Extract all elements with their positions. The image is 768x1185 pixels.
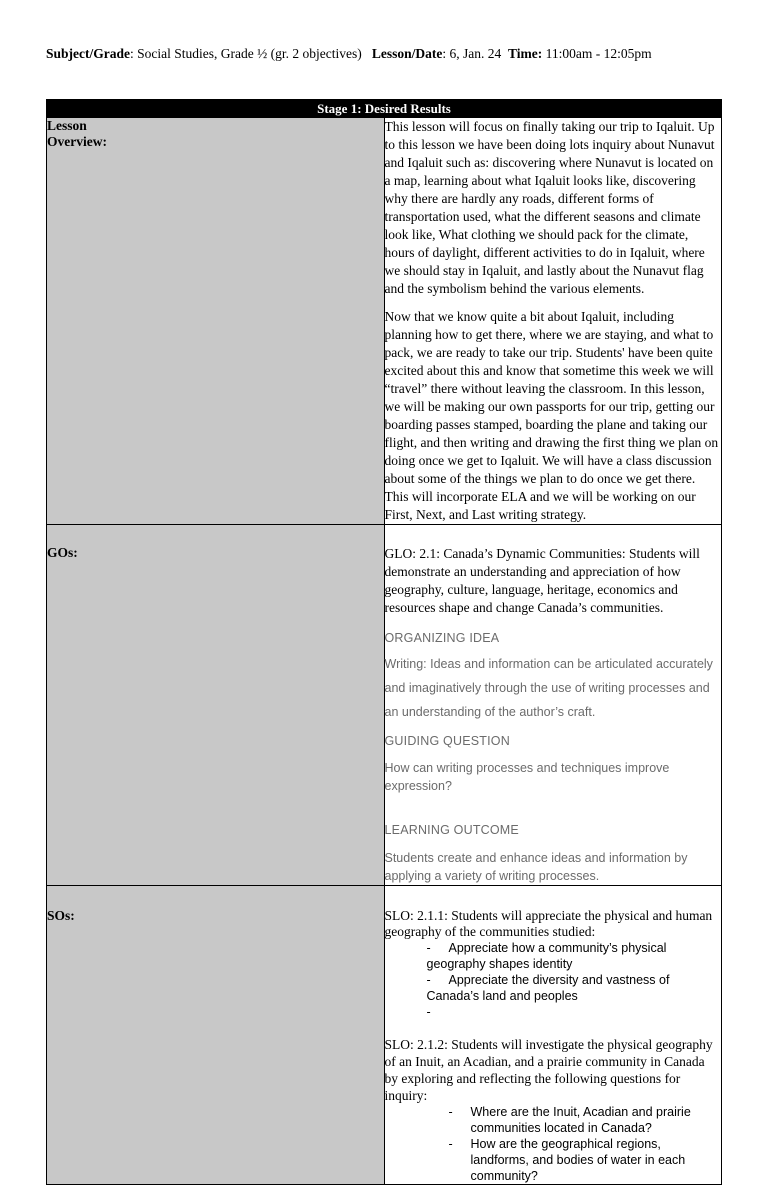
list-item: - [426,1005,431,1019]
learning-outcome-text: Students create and enhance ideas and information by applying a variety of writing processes. [384,851,688,883]
guiding-question-heading: GUIDING QUESTION [384,734,510,748]
lesson-header [46,46,756,62]
organizing-idea-heading: ORGANIZING IDEA [384,631,500,645]
time-label: Time: [507,46,543,61]
sos-content [384,886,722,1185]
overview-paragraph-1: This lesson will focus on finally taking our trip to Iqaluit. Up to this lesson we have been doing lots inquiry about Nunavut and Iqaluit such as: discovering where Nunavut is located on a map, learning about what Iqaluit looks like, discovering why there are hardly any roads, different forms of transportation used, what the different seasons and climate look like, What clothing we should pack for the climate, hours of daylight, different activities to do in Iqaluit, where we should stay in Iqaluit, and lastly about the Nunavut flag and the symbolism behind the various elements. [384,119,715,296]
list-item: - Appreciate the diversity and vastness of Canada’s land and peoples [426,973,670,1003]
gos-row [47,525,722,886]
gos-content [384,525,722,886]
slo-2-list [385,1104,722,1184]
slo-1-list [385,940,722,1020]
stage-title: Stage 1: Desired Results [47,100,722,118]
glo-text: GLO: 2.1: Canada’s Dynamic Communities: Students will demonstrate an understanding and appreciation of how geography, culture, language, heritage, economics and resources shape and change Canada’s communities. [384,546,700,615]
list-item: - How are the geographical regions, landforms, and bodies of water in each community? [448,1137,686,1183]
time-value: 11:00am - 12:05pm [542,46,652,61]
lesson-value: : 6, Jan. 24 [442,46,502,61]
subject-label: Subject/Grade [46,46,130,61]
overview-paragraph-2: Now that we know quite a bit about Iqaluit, including planning how to get there, where we are staying, and what to pack, we are ready to take our trip. Students' have been quite excited about this and know that sometime this week we will “travel” there without leaving the classroom. In this lesson, we will be making our own passports for our trip, getting our boarding passes stamped, boarding the plane and taking our flight, and then writing and drawing the first thing we plan on doing once we get to Iqaluit. We will have a class discussion about some of the things we plan to do once we get there. This will incorporate ELA and we will be working on our First, Next, and Last writing strategy. [384,309,719,522]
list-item: - Appreciate how a community’s physical geography shapes identity [426,941,667,971]
list-item: - Where are the Inuit, Acadian and prairie communities located in Canada? [448,1105,691,1135]
sos-label: SOs: [47,886,385,1185]
lesson-plan-table [46,99,722,1185]
overview-content [384,118,722,525]
overview-row [47,118,722,525]
guiding-question-text: How can writing processes and techniques improve expression? [384,761,670,793]
organizing-idea-text: Writing: Ideas and information can be articulated accurately and imaginatively through the use of writing processes and an understanding of the author’s craft. [384,657,713,719]
lesson-label: Lesson/Date [371,46,443,61]
overview-label: Lesson Overview: [47,118,385,525]
gos-label: GOs: [47,525,385,886]
subject-value: : Social Studies, Grade ½ (gr. 2 objectives) [130,46,362,61]
slo-1-text: SLO: 2.1.1: Students will appreciate the physical and human geography of the communities studied: [384,908,713,939]
slo-2-text: SLO: 2.1.2: Students will investigate the physical geography of an Inuit, an Acadian, and a prairie community in Canada by exploring and reflecting the following questions for inquiry: [384,1037,713,1103]
learning-outcome-heading: LEARNING OUTCOME [384,823,519,837]
sos-row [47,886,722,1185]
